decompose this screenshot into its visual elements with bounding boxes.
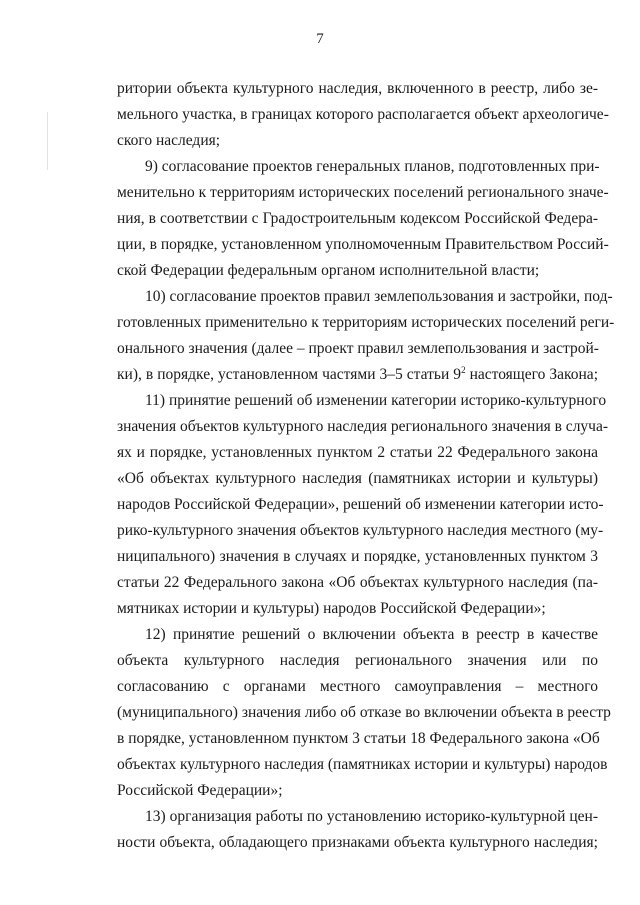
text-line — [145, 288, 613, 306]
text-line-content: значения объектов культурного наследия регионального значения в случа- — [117, 418, 609, 435]
text-line-content: ния, в соответствии с Градостроительным кодексом Российской Федера- — [117, 210, 598, 227]
text-line — [117, 184, 609, 202]
text-line-content: ности объекта, обладающего признаками объекта культурного наследия; — [117, 834, 598, 851]
text-line — [117, 106, 609, 124]
text-line — [117, 678, 598, 696]
text-line — [117, 132, 598, 150]
text-line-content: ях и порядке, установленных пунктом 2 статьи 22 Федерального закона — [117, 444, 598, 461]
text-line-content: готовленных применительно к территориям исторических поселений реги- — [117, 314, 615, 331]
text-line-content: Российской Федерации»; — [117, 782, 283, 799]
text-line-content: ритории объекта культурного наследия, включенного в реестр, либо зе- — [117, 80, 598, 97]
text-line — [117, 652, 598, 670]
text-line-content: 9) согласование проектов генеральных планов, подготовленных при- — [145, 158, 600, 175]
text-line-content: ской Федерации федеральным органом исполнительной власти; — [117, 262, 540, 279]
text-line — [117, 574, 598, 592]
text-line-content: 11) принятие решений об изменении категории историко-культурного — [145, 392, 607, 409]
text-line — [145, 626, 598, 644]
text-line — [117, 834, 598, 852]
text-line — [117, 548, 598, 566]
text-line-content: онального значения (далее – проект правил землепользования и застрой- — [117, 340, 599, 357]
text-line — [117, 340, 598, 358]
text-line-content: согласованию с органами местного самоуправления – местного — [117, 678, 598, 695]
text-line-content: мельного участка, в границах которого располагается объект археологиче- — [117, 106, 609, 123]
text-line-content: народов Российской Федерации», решений об изменении категории исто- — [117, 496, 604, 513]
text-line — [117, 522, 604, 540]
text-line-content: 10) согласование проектов правил землепользования и застройки, под- — [145, 288, 613, 305]
text-line — [117, 236, 609, 254]
text-line — [117, 704, 611, 722]
text-line-content: ки), в порядке, установленном частями 3–5 статьи 9 — [117, 366, 462, 383]
text-line-content: статьи 22 Федерального закона «Об объектах культурного наследия (па- — [117, 574, 598, 591]
text-line-content: ниципального) значения в случаях и порядке, установленных пунктом 3 — [117, 548, 598, 565]
text-line — [117, 366, 598, 384]
text-line-content: в порядке, установленном пунктом 3 статьи 18 Федерального закона «Об — [117, 730, 600, 747]
text-line — [117, 444, 598, 462]
text-line-content: рико-культурного значения объектов культурного наследия местного (му- — [117, 522, 604, 539]
text-line — [117, 756, 608, 774]
text-line-content: «Об объектах культурного наследия (памятниках истории и культуры) — [117, 470, 598, 487]
scan-margin-mark — [47, 112, 48, 170]
text-line — [117, 262, 598, 280]
superscript: 2 — [461, 365, 466, 375]
text-line — [145, 808, 598, 826]
text-line-content: (муниципального) значения либо об отказе во включении объекта в реестр — [117, 704, 611, 721]
text-line-content: менительно к территориям исторических поселений регионального значе- — [117, 184, 609, 201]
text-line-content: объектах культурного наследия (памятниках истории и культуры) народов — [117, 756, 608, 773]
text-line-content: ции, в порядке, установленном уполномоченным Правительством Россий- — [117, 236, 609, 253]
text-line — [145, 158, 598, 176]
text-line — [117, 80, 598, 98]
text-line — [117, 600, 598, 618]
text-line-content: объекта культурного наследия регионального значения или по — [117, 652, 598, 669]
text-line-tail: настоящего Закона; — [465, 366, 598, 383]
text-line — [117, 730, 598, 748]
text-line-content: ского наследия; — [117, 132, 221, 149]
text-line — [117, 314, 615, 332]
text-line-content: 12) принятие решений о включении объекта в реестр в качестве — [145, 626, 598, 643]
text-line — [117, 210, 598, 228]
text-line-content: мятниках истории и культуры) народов Российской Федерации»; — [117, 600, 546, 617]
text-line-content: 13) организация работы по установлению историко-культурной цен- — [145, 808, 598, 825]
text-line — [145, 392, 607, 410]
text-line — [117, 782, 598, 800]
text-line — [117, 418, 609, 436]
text-line — [117, 496, 604, 514]
text-line — [117, 470, 598, 488]
page-number: 7 — [316, 31, 324, 47]
